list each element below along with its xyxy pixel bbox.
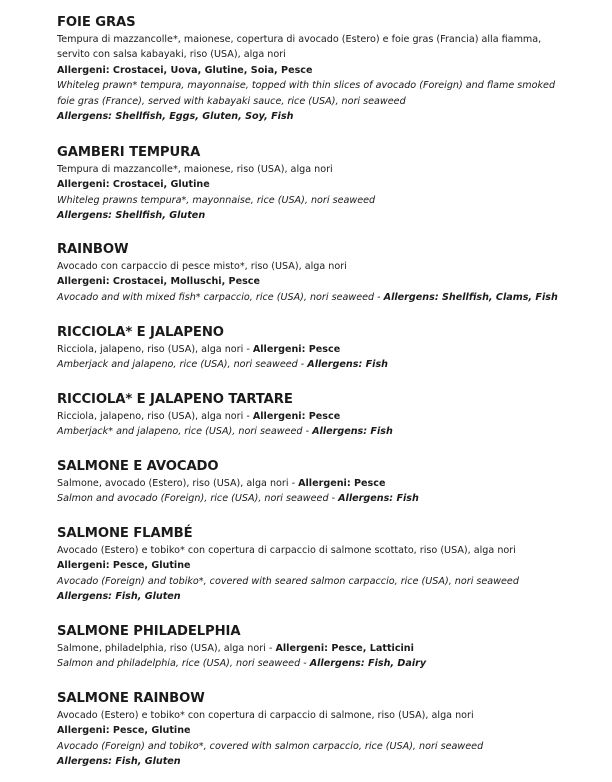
menu-item-rainbow: RAINBOW Avocado con carpaccio di pesce misto*, riso (USA), alga nori Allergeni: Crostacei, Molluschi, Pesce Avocado and with mixed fish* carpaccio, rice (USA), nori seaweed - Allergens: Shellfish, Clams, Fish [57,241,587,305]
item-allergens-en: Allergens: Fish [307,359,389,371]
item-description-en: Amberjack* and jalapeno, rice (USA), nori seaweed [57,426,303,438]
item-allergens-en: Allergens: Fish, Dairy [309,658,427,670]
item-allergens-it: Allergeni: Pesce [298,478,386,489]
item-description-it: Tempura di mazzancolle*, maionese, riso (USA), alga nori [57,164,333,175]
item-description-en: Salmon and philadelphia, rice (USA), nori seaweed [57,658,301,670]
item-allergens-it: Allergeni: Pesce, Glutine [57,560,191,572]
menu-item-ricciola-jalapeno-tartare: RICCIOLA* E JALAPENO TARTARE Ricciola, jalapeno, riso (USA), alga nori - Allergeni: Pesce Amberjack* and jalapeno, rice (USA), nori seaweed - Allergens: Fish [57,391,587,440]
item-title: RICCIOLA* E JALAPENO [57,325,224,340]
item-allergens-it: Allergeni: Pesce [252,411,341,422]
item-description-it: Avocado (Estero) e tobiko* con copertura di carpaccio di salmone scottato, riso (USA), alga nori [57,545,516,556]
item-description-it: Salmone, avocado (Estero), riso (USA), alga nori [57,478,289,489]
item-description-en: Avocado (Foreign) and tobiko*, covered with salmon carpaccio, rice (USA), nori seaweed [57,740,484,752]
item-title: SALMONE E AVOCADO [57,459,219,474]
item-allergens-it: Allergeni: Crostacei, Uova, Glutine, Soia, Pesce [57,64,313,76]
item-description-it: Tempura di mazzancolle*, maionese, copertura di avocado (Estero) e foie gras (Francia) alla fiamma, [57,34,542,45]
item-allergens-it: Allergeni: Crostacei, Molluschi, Pesce [57,276,260,288]
item-description-it: Ricciola, jalapeno, riso (USA), alga nori [57,411,244,422]
menu-item-gamberi-tempura [57,144,587,224]
item-allergens-en: Allergens: Fish [338,493,419,505]
item-description-en: Avocado and with mixed fish* carpaccio, rice (USA), nori seaweed [57,291,375,303]
item-description-en: Amberjack and jalapeno, rice (USA), nori seaweed [57,359,298,371]
item-description-it: servito con salsa kabayaki, riso (USA), alga nori [57,49,286,61]
menu-item-salmone-flambe [57,525,587,605]
item-title: RAINBOW [57,242,129,257]
item-allergens-it: Allergeni: Pesce, Glutine [57,725,191,737]
item-title: RICCIOLA* E JALAPENO TARTARE [57,392,293,407]
menu-item-salmone-avocado: SALMONE E AVOCADO Salmone, avocado (Estero), riso (USA), alga nori - Allergeni: Pesce Salmon and avocado (Foreign), rice (USA), nori seaweed - Allergens: Fish [57,458,587,507]
item-description-it: Salmone, philadelphia, riso (USA), alga nori [57,643,266,654]
item-allergens-it: Allergeni: Crostacei, Glutine [57,179,210,191]
item-allergens-en: Allergens: Shellfish, Clams, Fish [383,291,558,303]
menu-item-ricciola-jalapeno: RICCIOLA* E JALAPENO Ricciola, jalapeno, riso (USA), alga nori - Allergeni: Pesce Amberjack and jalapeno, rice (USA), nori seaweed - Allergens: Fish [57,324,587,373]
item-allergens-en: Allergens: Shellfish, Gluten [57,210,206,222]
item-allergens-en: Allergens: Shellfish, Eggs, Gluten, Soy, Fish [57,111,294,123]
item-description-en: Whiteleg prawns tempura*, mayonnaise, rice (USA), nori seaweed [57,194,376,206]
menu-item-salmone-philadelphia: SALMONE PHILADELPHIA Salmone, philadelphia, riso (USA), alga nori - Allergeni: Pesce, Latticini Salmon and philadelphia, rice (USA), nori seaweed - Allergens: Fish, Dairy [57,623,587,672]
item-title: SALMONE RAINBOW [57,691,205,706]
item-description-it: Avocado con carpaccio di pesce misto*, riso (USA), alga nori [57,261,347,272]
item-description-en: Whiteleg prawn* tempura, mayonnaise, topped with thin slices of avocado (Foreign) and flame smoked [57,80,556,92]
item-description-it: Avocado (Estero) e tobiko* con copertura di carpaccio di salmone, riso (USA), alga nori [57,710,474,721]
item-allergens-en: Allergens: Fish, Gluten [57,591,181,603]
item-allergens-it: Allergeni: Pesce [252,344,341,355]
item-title: SALMONE PHILADELPHIA [57,624,241,639]
item-allergens-en: Allergens: Fish, Gluten [57,756,181,768]
item-title: FOIE GRAS [57,15,136,30]
item-description-it: Ricciola, jalapeno, riso (USA), alga nori [57,344,244,355]
menu-item-salmone-rainbow [57,690,587,770]
menu-item-foie-gras [57,14,587,124]
item-allergens-en: Allergens: Fish [312,426,393,438]
item-description-en: Salmon and avocado (Foreign), rice (USA), nori seaweed [57,493,329,505]
item-description-en: foie gras (France), served with kabayaki sauce, rice (USA), nori seaweed [57,95,406,107]
item-title: GAMBERI TEMPURA [57,145,201,160]
item-title: SALMONE FLAMBÉ [57,526,193,541]
item-allergens-it: Allergeni: Pesce, Latticini [275,643,414,654]
item-description-en: Avocado (Foreign) and tobiko*, covered with seared salmon carpaccio, rice (USA), nori seaweed [57,575,519,587]
